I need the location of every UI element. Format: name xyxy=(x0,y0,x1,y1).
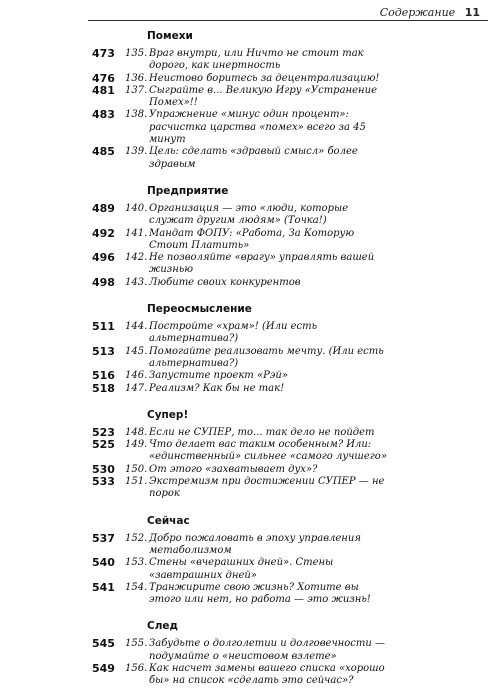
toc-entry[interactable] xyxy=(0,203,500,228)
toc-entry-page: 485 xyxy=(92,145,115,159)
toc-entry-number: 138. xyxy=(125,109,148,121)
toc-entry-number: 136. xyxy=(125,72,148,84)
toc-entry-page: 523 xyxy=(92,425,115,439)
section-title: След xyxy=(147,620,178,633)
toc-entry-title: Неистово боритесь за децентрализацию! xyxy=(149,72,380,84)
toc-entry-title: Помогайте реализовать мечту. (Или есть альтернатива?) xyxy=(149,345,384,369)
toc-entry-number: 156. xyxy=(125,662,148,674)
running-title: Содержание xyxy=(379,6,456,19)
toc-entry-title: Мандат ФОПУ: «Работа, За Которую Стоит Платить» xyxy=(149,227,355,251)
toc-entry-title: Стены «вчерашних дней». Стены «завтрашних дней» xyxy=(149,557,334,581)
toc-entry-title: Организация — это «люди, которые служат другим людям» (Точка!) xyxy=(149,202,349,227)
toc-entry-title: Как насчет замены вашего списка «хорошо бы» на список «сделать это сейчас»? xyxy=(149,662,385,687)
toc-entry-page: 496 xyxy=(92,251,115,265)
toc-entry-page: 489 xyxy=(92,201,115,215)
toc-entry-number: 148. xyxy=(125,426,148,438)
toc-entry-page: 540 xyxy=(92,556,115,570)
toc-entry[interactable] xyxy=(0,464,500,476)
toc-entry-page: 545 xyxy=(92,637,115,651)
toc-entry-title: Что делает вас таким особенным? Или: «единственный» сильнее «самого лучшего» xyxy=(149,439,387,463)
toc-entry-number: 135. xyxy=(125,48,148,59)
toc-entry-page: 483 xyxy=(92,108,115,122)
toc-entry[interactable] xyxy=(0,663,500,688)
toc-entry-page: 511 xyxy=(92,320,115,334)
toc-entry-number: 153. xyxy=(125,557,148,569)
section-spacer xyxy=(0,501,500,514)
toc-entry-number: 141. xyxy=(125,227,148,239)
toc-entry-number: 154. xyxy=(125,581,148,593)
toc-entry-page: 541 xyxy=(92,580,115,594)
toc-entry[interactable] xyxy=(0,476,500,501)
toc-entry[interactable] xyxy=(0,228,500,253)
toc-entry-page: 530 xyxy=(92,462,115,476)
toc-entry-page: 537 xyxy=(92,531,115,545)
page-number: 11 xyxy=(464,6,480,19)
toc-entry-title: Враг внутри, или Ничто не стоит так дорого, как инертность xyxy=(149,48,364,72)
toc-entry-title: Постройте «храм»! (Или есть альтернатива?) xyxy=(149,321,318,345)
toc-entry-title: От этого «захватывает дух»? xyxy=(149,463,318,475)
section-title: Помехи xyxy=(147,30,193,42)
toc-entry-number: 147. xyxy=(125,382,148,394)
toc-entry-page: 513 xyxy=(92,344,115,358)
toc-entry-page: 518 xyxy=(92,381,115,395)
toc-entry-title: Запустите проект «Рэй» xyxy=(149,370,288,382)
toc-entry[interactable] xyxy=(0,638,500,663)
toc-entry[interactable] xyxy=(0,557,500,582)
toc-entry[interactable] xyxy=(0,85,500,110)
toc-entry-number: 142. xyxy=(125,252,148,264)
toc-entry[interactable] xyxy=(0,252,500,277)
toc-entry[interactable] xyxy=(0,439,500,464)
toc-entry[interactable] xyxy=(0,533,500,558)
toc-entry-page: 516 xyxy=(92,369,115,383)
section-spacer xyxy=(0,395,500,408)
toc-entry-title: Если не СУПЕР, то... так дело не пойдет xyxy=(149,426,375,438)
toc-entry[interactable] xyxy=(0,582,500,607)
section-title: Супер! xyxy=(147,408,189,421)
toc-entry[interactable] xyxy=(0,48,500,73)
toc-entry-number: 145. xyxy=(125,345,148,357)
toc-entry[interactable] xyxy=(0,370,500,382)
toc-entry-title: Забудьте о долголетии и долговечности — подумайте о «неистовом взлете» xyxy=(149,638,385,662)
toc-entry-number: 139. xyxy=(125,146,148,158)
toc-entry[interactable] xyxy=(0,427,500,439)
section-spacer xyxy=(0,171,500,184)
section-spacer xyxy=(0,606,500,619)
toc-entry-title: Упражнение «минус один процент»: расчистка царства «помех» всего за 45 минут xyxy=(149,109,366,146)
toc-entry-number: 150. xyxy=(125,463,148,475)
toc-entry[interactable] xyxy=(0,146,500,171)
toc-entry-page: 481 xyxy=(92,83,115,97)
toc-entry-title: Транжирите свою жизнь? Хотите вы этого или нет, но работа — это жизнь! xyxy=(149,581,371,606)
toc-entry-title: Реализм? Как бы не так! xyxy=(149,382,285,394)
toc-entry-number: 152. xyxy=(125,532,148,544)
toc-entry-number: 137. xyxy=(125,84,148,96)
toc-entry-title: Экстремизм при достижении СУПЕР — не порок xyxy=(149,476,385,500)
toc-entry-page: 533 xyxy=(92,475,115,489)
toc-entry-title: Сыграйте в... Великую Игру «Устранение Помех»!! xyxy=(149,84,377,109)
section-title: Сейчас xyxy=(147,514,190,527)
toc-entry-number: 146. xyxy=(125,370,148,382)
toc-entry-page: 473 xyxy=(92,47,115,60)
toc-entry-page: 525 xyxy=(92,438,115,452)
toc-entry[interactable] xyxy=(0,277,500,289)
header-rule xyxy=(88,20,488,21)
section-title: Переосмысление xyxy=(147,303,252,316)
toc-entry[interactable] xyxy=(0,321,500,346)
table-of-contents xyxy=(0,24,500,688)
toc-entry-page: 498 xyxy=(92,275,115,289)
toc-entry[interactable] xyxy=(0,346,500,371)
toc-entry-page: 549 xyxy=(92,661,115,675)
toc-entry-title: Не позволяйте «врагу» управлять вашей жизнью xyxy=(149,252,375,276)
section-title: Предприятие xyxy=(147,184,229,197)
section-spacer xyxy=(0,289,500,302)
page-header xyxy=(380,6,480,19)
toc-entry-title: Цель: сделать «здравый смысл» более здравым xyxy=(149,146,358,170)
toc-entry[interactable] xyxy=(0,73,500,85)
toc-entry-title: Добро пожаловать в эпоху управления метаболизмом xyxy=(149,532,361,556)
toc-entry[interactable] xyxy=(0,383,500,395)
toc-entry-number: 151. xyxy=(125,476,148,488)
toc-entry-number: 143. xyxy=(125,276,148,288)
toc-entry-number: 155. xyxy=(125,638,148,650)
toc-entry-page: 476 xyxy=(92,71,115,85)
toc-entry-page: 492 xyxy=(92,226,115,240)
toc-entry-number: 140. xyxy=(125,202,148,214)
toc-entry[interactable] xyxy=(0,109,500,146)
toc-entry-number: 144. xyxy=(125,321,148,333)
toc-entry-number: 149. xyxy=(125,439,148,451)
toc-entry-title: Любите своих конкурентов xyxy=(149,276,301,288)
